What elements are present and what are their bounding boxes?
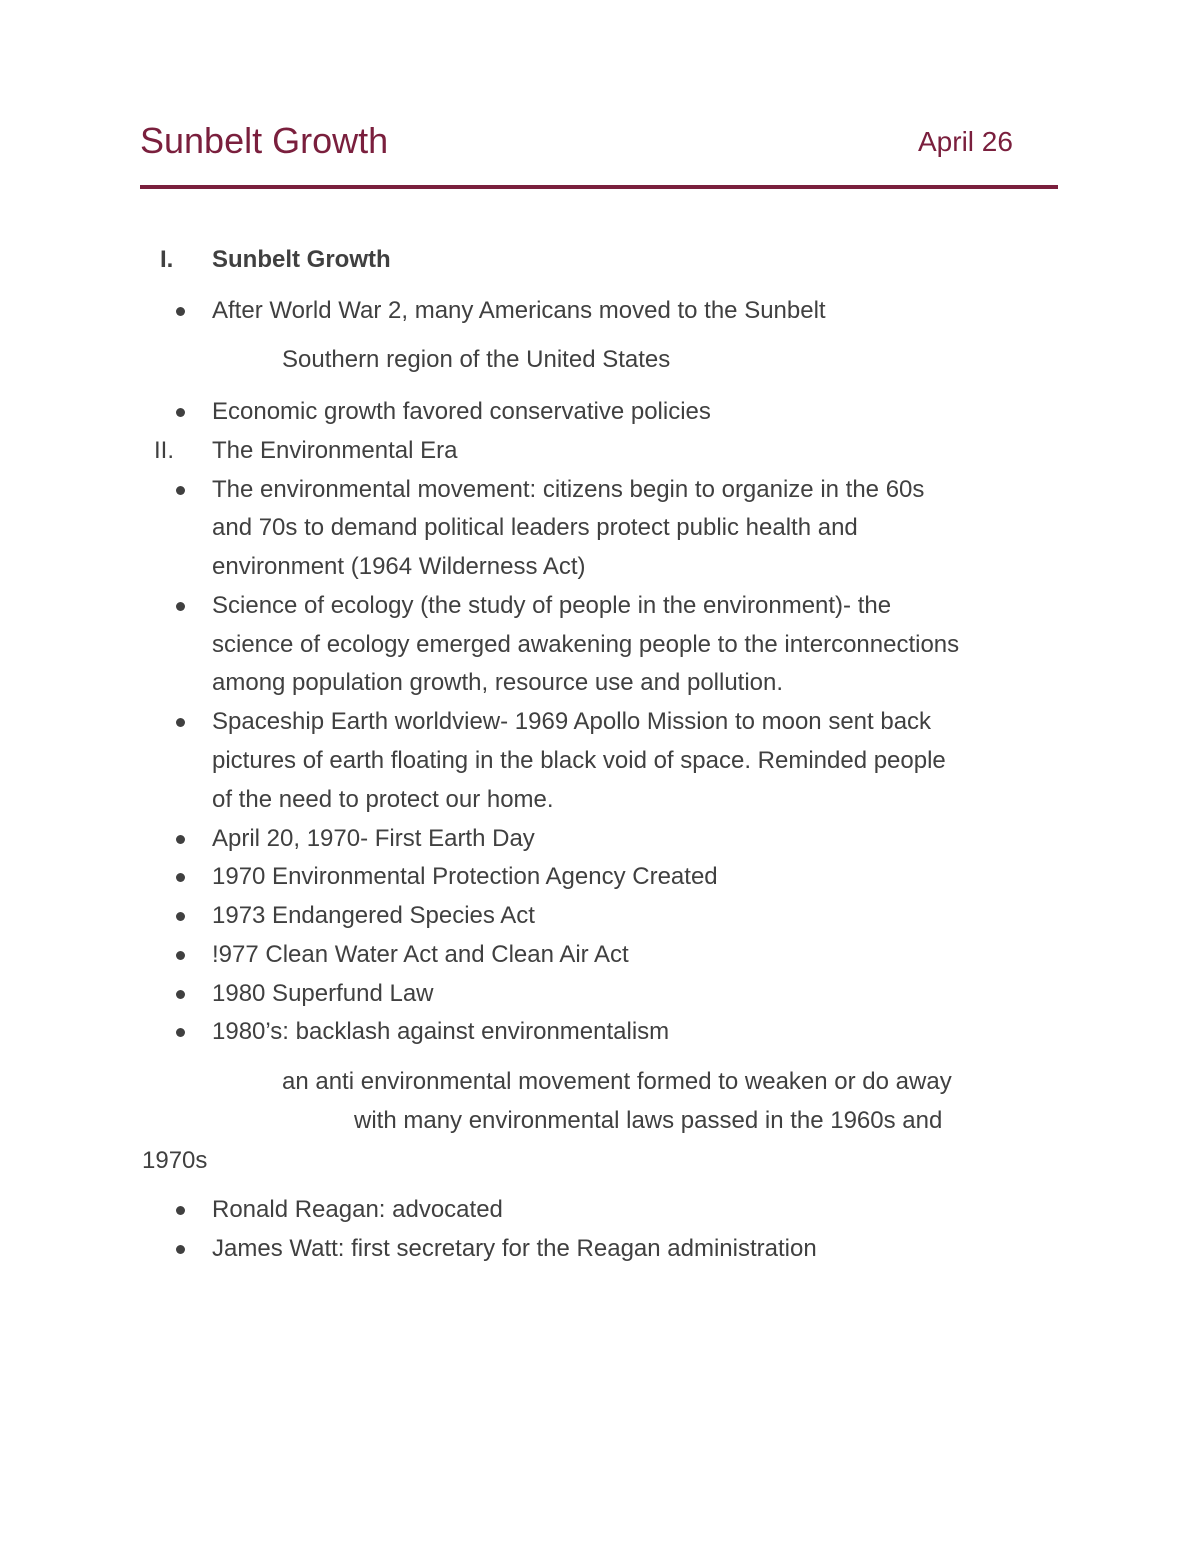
header-divider [140,185,1058,189]
sub-note: Southern region of the United States [282,346,671,373]
page-date: April 26 [918,126,1013,157]
list-item-line: Science of ecology (the study of people in the environment)- the [212,592,892,619]
list-item-line: environment (1964 Wilderness Act) [212,553,586,580]
page-title: Sunbelt Growth [140,120,389,161]
section-heading: The Environmental Era [212,437,458,464]
bullet-icon [176,873,185,882]
bullet-icon [176,307,185,316]
list-item-line: and 70s to demand political leaders protect public health and [212,514,858,541]
section-numeral: II. [154,437,175,464]
bullet-icon [176,718,185,727]
list-item: 1980 Superfund Law [212,980,434,1007]
note-line: with many environmental laws passed in the 1960s and [354,1107,943,1134]
bullet-icon [176,835,185,844]
bullet-icon [176,602,185,611]
list-item-line: science of ecology emerged awakening people to the interconnections [212,631,960,658]
bullet-icon [176,1206,185,1215]
bullet-icon [176,990,185,999]
list-item: 1980’s: backlash against environmentalism [212,1018,670,1045]
list-item-line: Spaceship Earth worldview- 1969 Apollo Mission to moon sent back [212,708,932,735]
list-item: 1973 Endangered Species Act [212,902,535,929]
bullet-icon [176,486,185,495]
list-item: James Watt: first secretary for the Reagan administration [212,1235,817,1262]
bullet-icon [176,951,185,960]
bullet-icon [176,1245,185,1254]
list-item-line: among population growth, resource use and pollution. [212,669,784,696]
note-line: an anti environmental movement formed to weaken or do away [282,1068,952,1095]
section-heading: Sunbelt Growth [212,246,391,273]
bullet-icon [176,912,185,921]
list-item: 1970 Environmental Protection Agency Created [212,863,718,890]
bullet-icon [176,408,185,417]
list-item-line: The environmental movement: citizens begin to organize in the 60s [212,476,925,503]
bullet-icon [176,1028,185,1037]
list-item: !977 Clean Water Act and Clean Air Act [212,941,629,968]
section-numeral: I. [160,246,174,273]
list-item: April 20, 1970- First Earth Day [212,825,535,852]
list-item-line: of the need to protect our home. [212,786,554,813]
list-item: Ronald Reagan: advocated [212,1196,503,1223]
list-item-line: pictures of earth floating in the black void of space. Reminded people [212,747,946,774]
list-item: After World War 2, many Americans moved to the Sunbelt [212,297,826,324]
list-item: Economic growth favored conservative policies [212,398,711,425]
note-line: 1970s [142,1147,208,1174]
